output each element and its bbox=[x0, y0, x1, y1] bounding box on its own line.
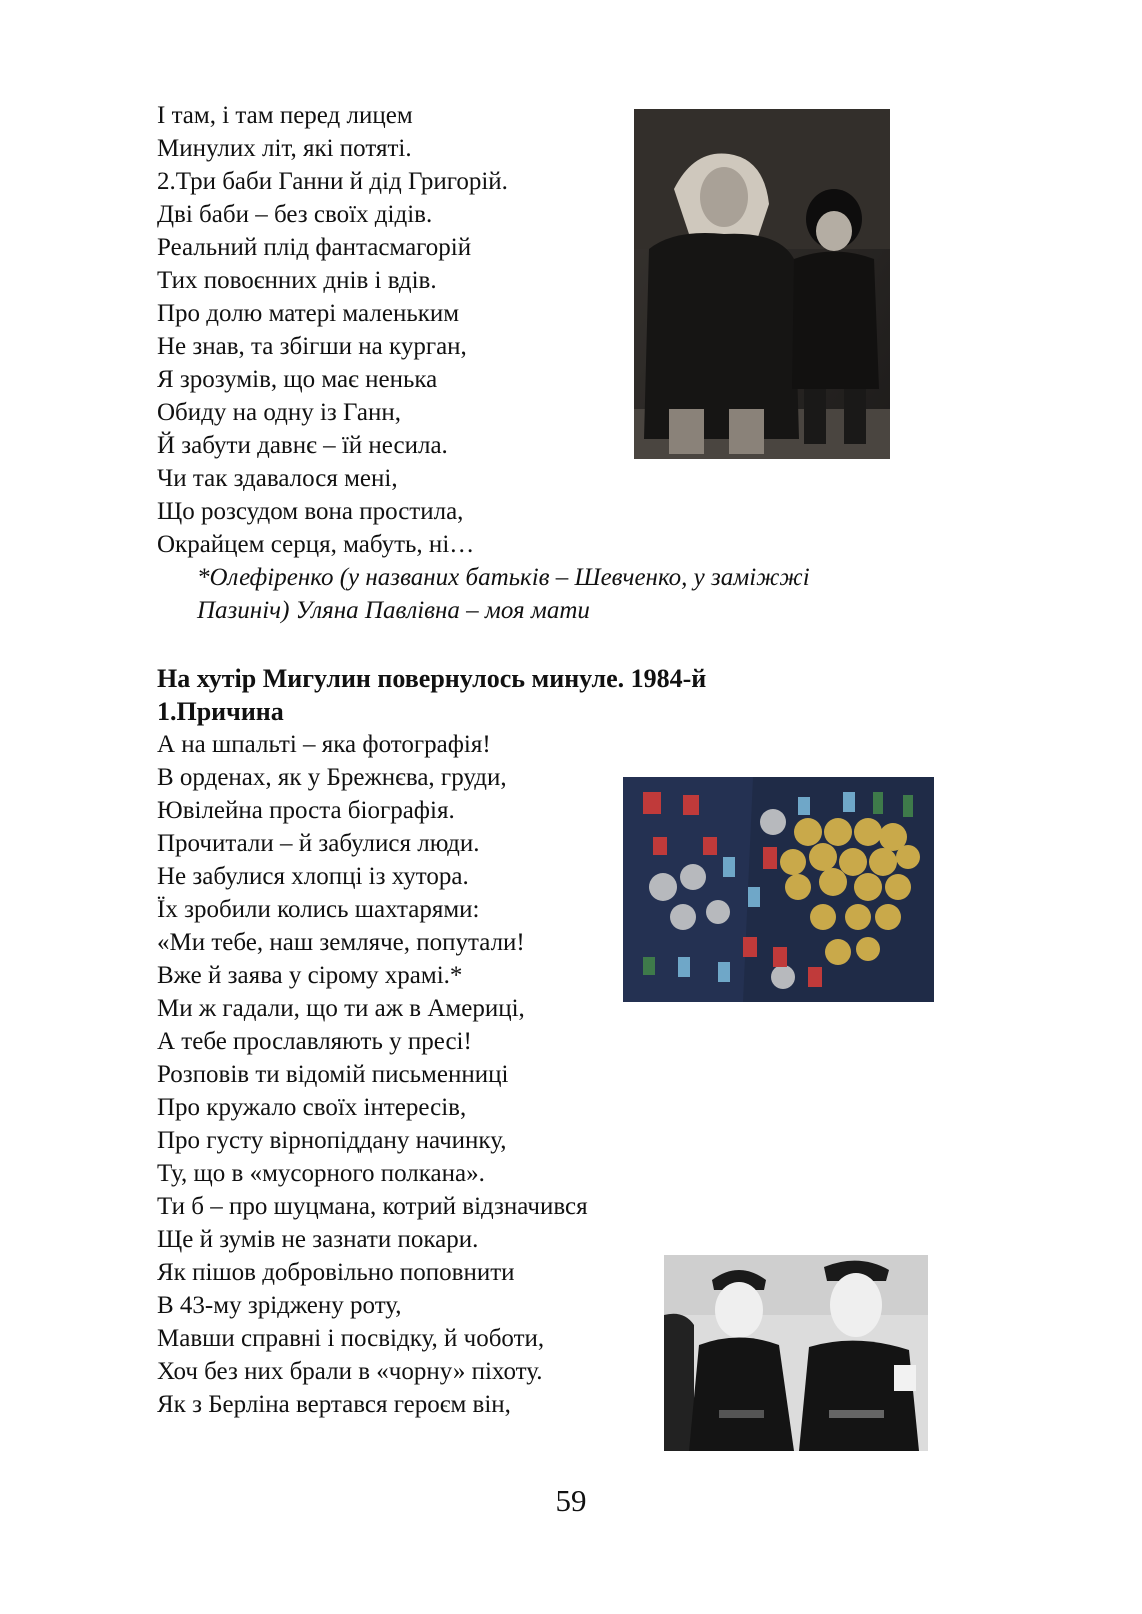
poem-line: Мавши справні і посвідку, й чоботи, bbox=[157, 1325, 545, 1352]
poem-line: А на шпальті – яка фотографія! bbox=[157, 731, 491, 758]
photo-medals bbox=[623, 777, 934, 1002]
poem-line: В орденах, як у Брежнєва, груди, bbox=[157, 764, 507, 791]
poem-line: І там, і там перед лицем bbox=[157, 102, 413, 129]
poem-line: Як пішов добровільно поповнити bbox=[157, 1259, 515, 1286]
poem-line: Й забути давнє – їй несила. bbox=[157, 432, 448, 459]
poem-line: 2.Три баби Ганни й дід Григорій. bbox=[157, 168, 508, 195]
poem-line: Ми ж гадали, що ти аж в Америці, bbox=[157, 995, 525, 1022]
poem-line: А тебе прославляють у пресі! bbox=[157, 1028, 472, 1055]
poem-line: Про долю матері маленьким bbox=[157, 300, 460, 327]
poem-line: Обиду на одну із Ганн, bbox=[157, 399, 401, 426]
page-number: 59 bbox=[555, 1483, 587, 1518]
poem-line: Ще й зумів не зазнати покари. bbox=[157, 1226, 479, 1253]
footnote-line: Пазиніч) Уляна Павлівна – моя мати bbox=[197, 597, 590, 624]
poem-line: Ти б – про шуцмана, котрий відзначився bbox=[157, 1193, 588, 1220]
poem-line: Прочитали – й забулися люди. bbox=[157, 830, 480, 857]
section-title: На хутір Мигулин повернулось минуле. 1984-й bbox=[157, 664, 707, 693]
poem-line: Про кружало своїх інтересів, bbox=[157, 1094, 467, 1121]
poem-line: Їх зробили колись шахтарями: bbox=[157, 896, 480, 923]
poem-line: Що розсудом вона простила, bbox=[157, 498, 464, 525]
poem-line: Минулих літ, які потяті. bbox=[157, 135, 412, 162]
poem-line: Як з Берліна вертався героєм він, bbox=[157, 1391, 511, 1418]
poem-line: Я зрозумів, що має ненька bbox=[157, 366, 438, 393]
poem-line: Тих повоєнних днів і вдів. bbox=[157, 267, 437, 294]
poem-line: Не знав, та збігши на курган, bbox=[157, 333, 467, 360]
poem-line: Ювілейна проста біографія. bbox=[157, 797, 455, 824]
poem-line: Про густу вірнопіддану начинку, bbox=[157, 1127, 507, 1154]
poem-line: Розповів ти відомій письменниці bbox=[157, 1061, 509, 1088]
poem-line: Ту, що в «мусорного полкана». bbox=[157, 1160, 485, 1187]
photo-woman-and-child bbox=[634, 109, 890, 459]
poem-line: Окрайцем серця, мабуть, ні… bbox=[157, 531, 475, 558]
poem-line: Реальний плід фантасмагорій bbox=[157, 234, 472, 261]
photo-two-men bbox=[664, 1255, 928, 1451]
poem-line: Не забулися хлопці із хутора. bbox=[157, 863, 469, 890]
subsection-title: 1.Причина bbox=[157, 697, 284, 726]
footnote-line: *Олефіренко (у названих батьків – Шевченко, у заміжжі bbox=[197, 564, 810, 591]
poem-line: «Ми тебе, наш земляче, попутали! bbox=[157, 929, 525, 956]
poem-line: Дві баби – без своїх дідів. bbox=[157, 201, 433, 228]
poem-line: Чи так здавалося мені, bbox=[157, 465, 398, 492]
poem-line: Хоч без них брали в «чорну» піхоту. bbox=[157, 1358, 543, 1385]
poem-line: Вже й заява у сірому храмі.* bbox=[157, 962, 463, 989]
poem-line: В 43-му зріджену роту, bbox=[157, 1292, 402, 1319]
